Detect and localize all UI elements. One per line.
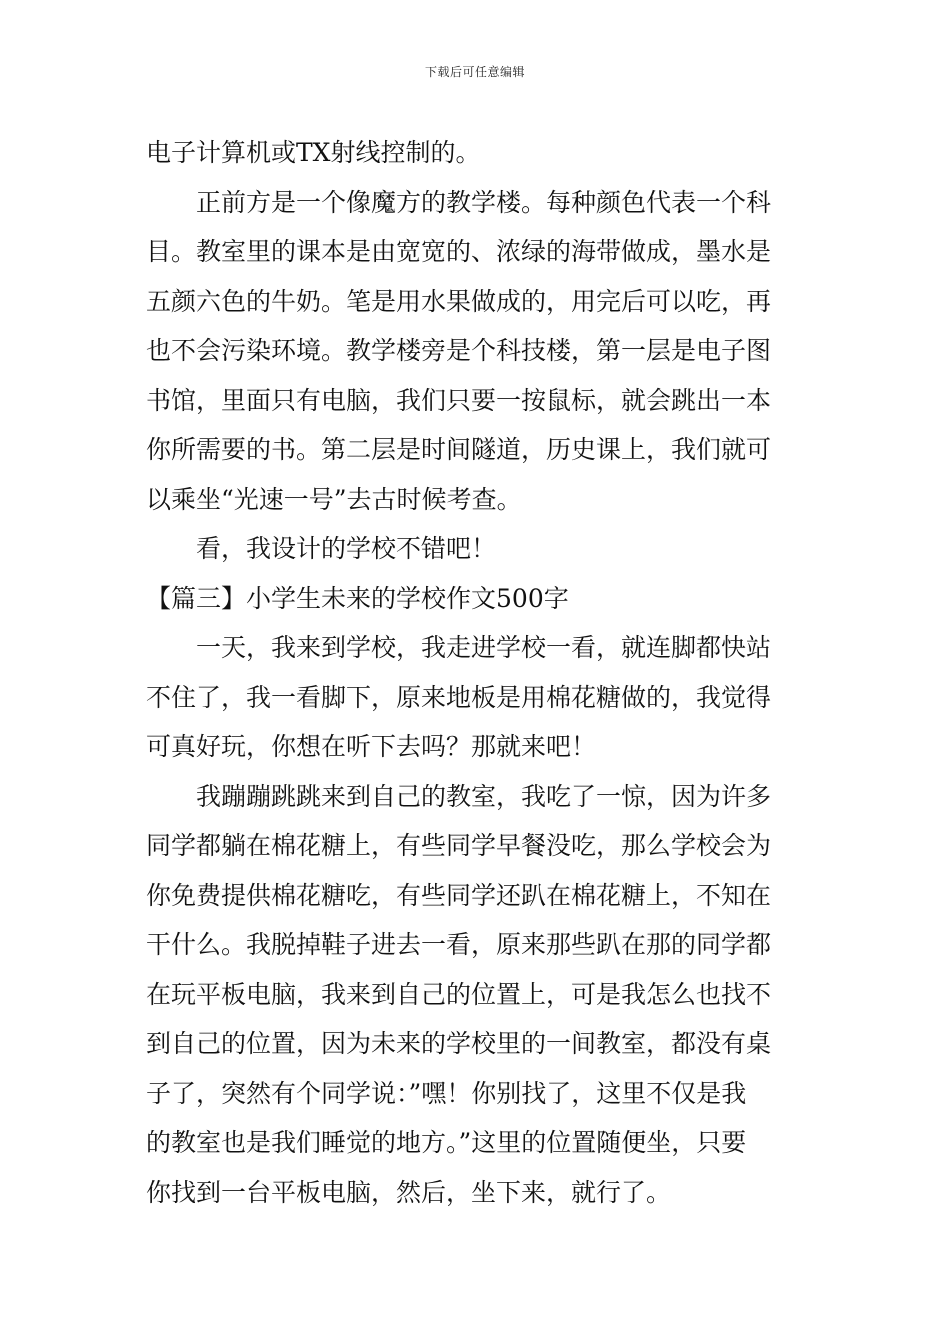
text-line: 目。教室里的课本是由宽宽的、浓绿的海带做成，墨水是 — [146, 237, 772, 266]
text-line: 电子计算机或TX射线控制的。 — [146, 138, 481, 167]
section-heading: 【篇三】小学生未来的学校作文500字 — [146, 583, 569, 613]
text-line: 你免费提供棉花糖吃，有些同学还趴在棉花糖上，不知在 — [146, 880, 772, 910]
text-line: 以乘坐“光速一号”去古时候考查。 — [146, 484, 522, 514]
text-line: 同学都躺在棉花糖上，有些同学早餐没吃，那么学校会为 — [146, 831, 772, 860]
text-line: 你所需要的书。第二层是时间隧道，历史课上，我们就可 — [146, 435, 772, 464]
text-line: 干什么。我脱掉鞋子进去一看，原来那些趴在那的同学都 — [146, 930, 772, 959]
text-line: 可真好玩，你想在听下去吗？那就来吧！ — [146, 732, 597, 761]
text-line: 在玩平板电脑，我来到自己的位置上，可是我怎么也找不 — [146, 979, 772, 1009]
text-line: 到自己的位置，因为未来的学校里的一间教室，都没有桌 — [146, 1029, 772, 1058]
text-line: 五颜六色的牛奶。笔是用水果做成的，用完后可以吃，再 — [146, 286, 772, 316]
text-line: 不住了，我一看脚下，原来地板是用棉花糖做的，我觉得 — [146, 682, 772, 712]
header-note: 下载后可任意编辑 — [424, 65, 525, 79]
text-line: 的教室也是我们睡觉的地方。”这里的位置随便坐，只要 — [146, 1128, 747, 1157]
text-line: 书馆，里面只有电脑，我们只要一按鼠标，就会跳出一本 — [146, 385, 772, 415]
paragraph-start-line: 正前方是一个像魔方的教学楼。每种颜色代表一个科 — [196, 187, 772, 217]
document-body — [146, 128, 810, 1217]
paragraph-start-line: 看，我设计的学校不错吧！ — [196, 534, 497, 563]
text-line: 也不会污染环境。教学楼旁是个科技楼，第一层是电子图 — [146, 336, 772, 365]
paragraph-start-line: 我蹦蹦跳跳来到自己的教室，我吃了一惊，因为许多 — [196, 781, 772, 811]
paragraph-start-line: 一天，我来到学校，我走进学校一看，就连脚都快站 — [196, 633, 772, 662]
text-line: 你找到一台平板电脑，然后，坐下来，就行了。 — [146, 1177, 672, 1207]
text-line: 子了，突然有个同学说：”嘿！你别找了，这里不仅是我 — [146, 1078, 747, 1108]
